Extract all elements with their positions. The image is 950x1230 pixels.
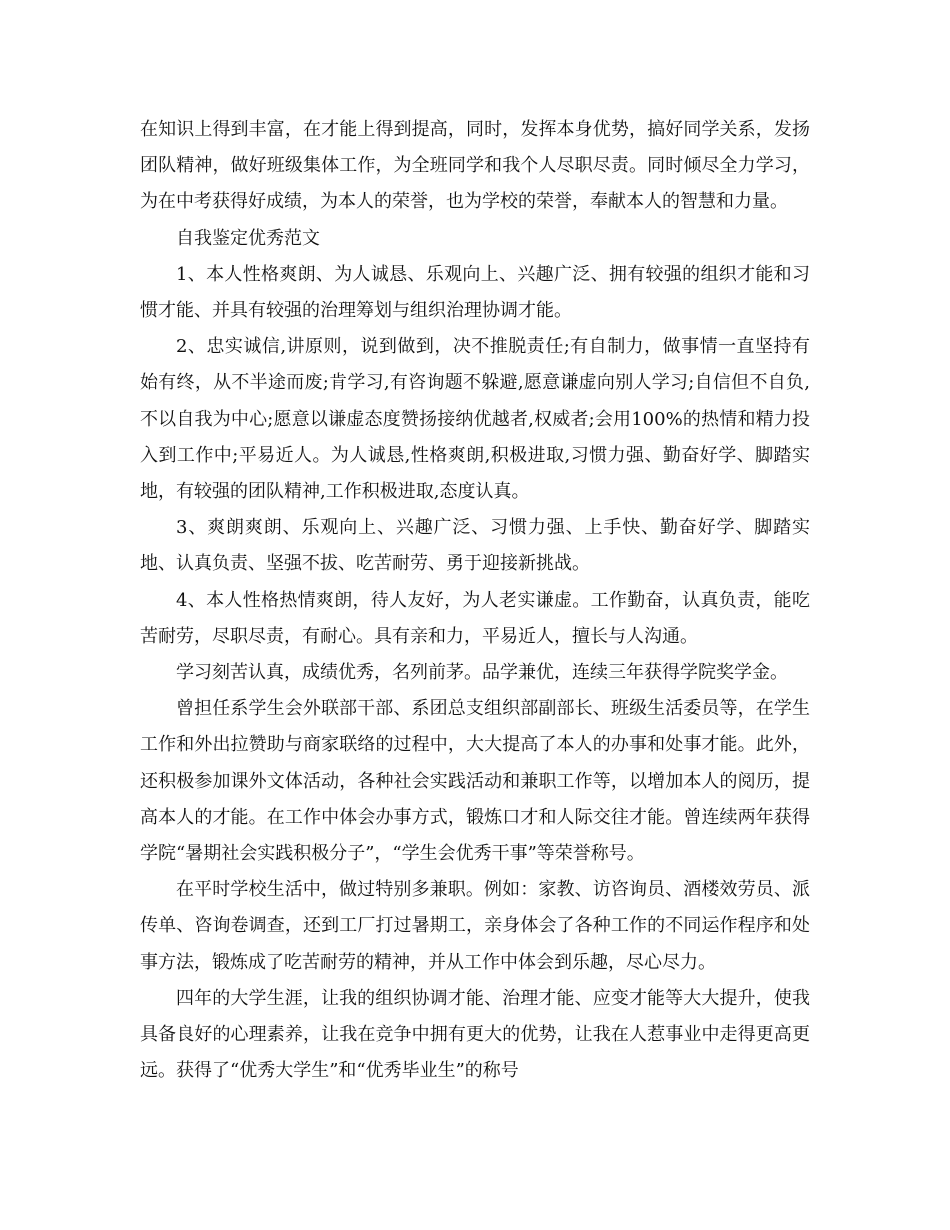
paragraph-part-time: 在平时学校生活中，做过特别多兼职。例如：家教、访咨询员、酒楼效劳员、派传单、咨询卷调查，还到工厂打过暑期工，亲身体会了各种工作的不同运作程序和处事方法，锻炼成了吃苦耐劳的精神，并从工作中体会到乐趣，尽心尽力。 <box>140 879 810 973</box>
document-page <box>140 112 810 1089</box>
section-heading: 自我鉴定优秀范文 <box>176 227 320 249</box>
paragraph-study: 学习刻苦认真，成绩优秀，名列前茅。品学兼优，连续三年获得学院奖学金。 <box>176 662 788 684</box>
paragraph-conclusion: 四年的大学生涯，让我的组织协调才能、治理才能、应变才能等大大提升，使我具备良好的心理素养，让我在竞争中拥有更大的优势，让我在人惹事业中走得更高更远。获得了“优秀大学生”和“优秀毕业生”的称号 <box>140 987 810 1082</box>
paragraph-item-1: 1、本人性格爽朗、为人诚恳、乐观向上、兴趣广泛、拥有较强的组织才能和习惯才能、并具有较强的治理筹划与组织治理协调才能。 <box>140 263 810 322</box>
paragraph-item-4: 4、本人性格热情爽朗，待人友好，为人老实谦虚。工作勤奋，认真负责，能吃苦耐劳，尽职尽责，有耐心。具有亲和力，平易近人，擅长与人沟通。 <box>140 589 810 647</box>
paragraph-item-3: 3、爽朗爽朗、乐观向上、兴趣广泛、习惯力强、上手快、勤奋好学、脚踏实地、认真负责、坚强不拔、吃苦耐劳、勇于迎接新挑战。 <box>140 517 810 575</box>
paragraph-student-work: 曾担任系学生会外联部干部、系团总支组织部副部长、班级生活委员等，在学生工作和外出拉赞助与商家联络的过程中，大大提高了本人的办事和处事才能。此外，还积极参加课外文体活动，各种社会实践活动和兼职工作等，以增加本人的阅历，提高本人的才能。在工作中体会办事方式，锻炼口才和人际交往才能。曾连续两年获得学院“暑期社会实践积极分子”，“学生会优秀干事”等荣誉称号。 <box>140 698 810 865</box>
paragraph-item-2: 2、忠实诚信,讲原则，说到做到，决不推脱责任;有自制力，做事情一直坚持有始有终，从不半途而废;肯学习,有咨询题不躲避,愿意谦虚向别人学习;自信但不自负,不以自我为中心;愿意以谦虚态度赞扬接纳优越者,权威者;会用100%的热情和精力投入到工作中;平易近人。为人诚恳,性格爽朗,积极进取,习惯力强、勤奋好学、脚踏实地，有较强的团队精神,工作积极进取,态度认真。 <box>140 336 810 503</box>
paragraph-continuation: 在知识上得到丰富，在才能上得到提高，同时，发挥本身优势，搞好同学关系，发扬团队精神，做好班级集体工作，为全班同学和我个人尽职尽责。同时倾尽全力学习，为在中考获得好成绩，为本人的荣誉，也为学校的荣誉，奉献本人的智慧和力量。 <box>140 119 810 213</box>
